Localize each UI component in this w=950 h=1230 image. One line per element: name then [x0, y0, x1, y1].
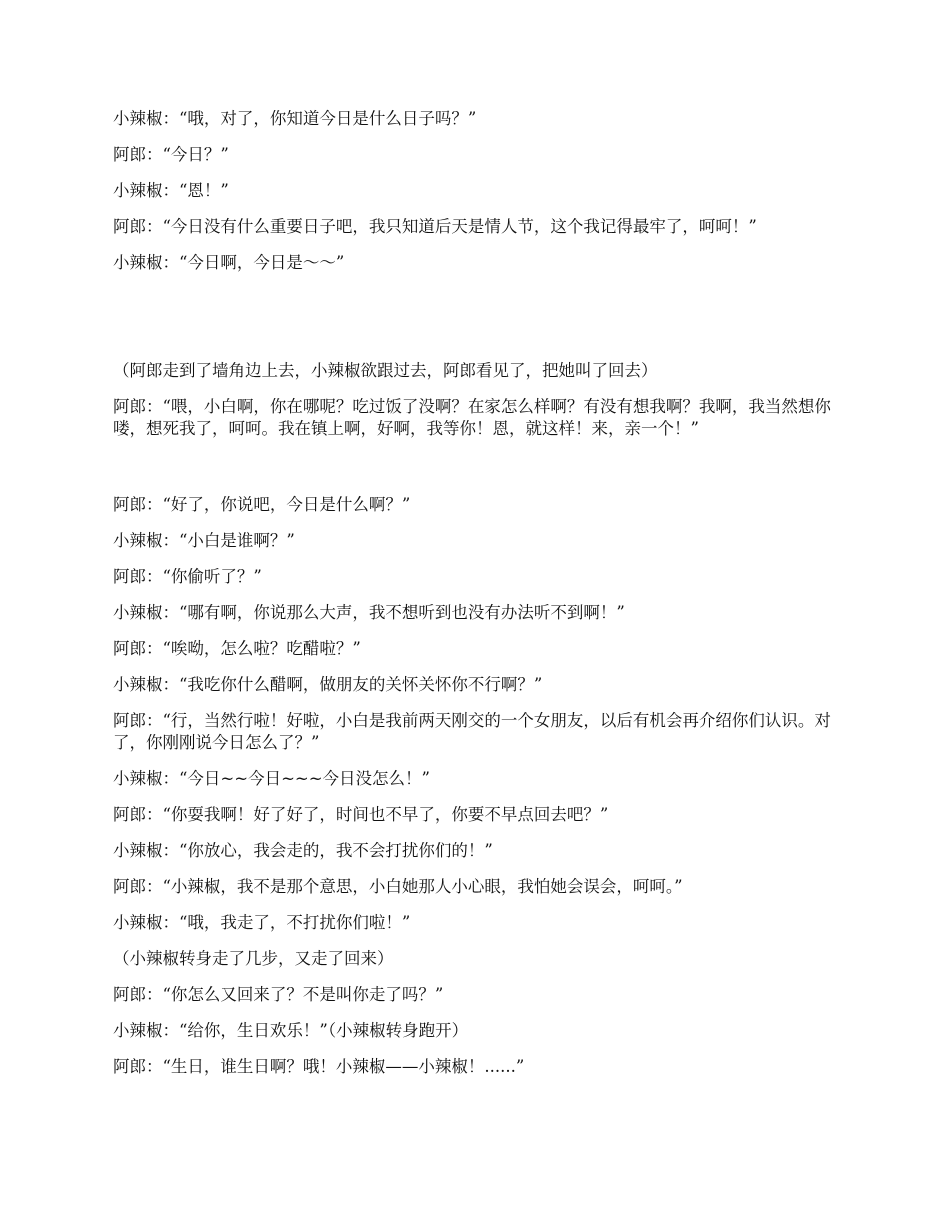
section-2 — [113, 360, 843, 440]
dialogue-line: 小辣椒：“我吃你什么醋啊，做朋友的关怀关怀你不行啊？” — [113, 675, 543, 694]
dialogue-line: 阿郎：“今日没有什么重要日子吧，我只知道后天是情人节，这个我记得最牢了，呵呵！” — [113, 217, 757, 236]
dialogue-line: 小辣椒：“今日啊，今日是～～” — [113, 253, 345, 272]
document-page — [113, 108, 843, 1092]
dialogue-line: 小辣椒：“哪有啊，你说那么大声，我不想听到也没有办法听不到啊！” — [113, 603, 625, 622]
dialogue-line: 阿郎：“你怎么又回来了？不是叫你走了吗？” — [113, 985, 444, 1004]
dialogue-line: 阿郎：“小辣椒，我不是那个意思，小白她那人小心眼，我怕她会误会，呵呵。” — [113, 877, 683, 896]
dialogue-line: 阿郎：“你耍我啊！好了好了，时间也不早了，你要不早点回去吧？” — [113, 805, 609, 824]
section-1 — [113, 108, 843, 274]
dialogue-line: 小辣椒：“给你，生日欢乐！”（小辣椒转身跑开） — [113, 1021, 469, 1040]
dialogue-line: 小辣椒：“你放心，我会走的，我不会打扰你们的！” — [113, 841, 493, 860]
dialogue-line: 阿郎：“行，当然行啦！好啦，小白是我前两天刚交的一个女朋友，以后有机会再介绍你们认识。对了，你刚刚说今日怎么了？” — [113, 711, 831, 752]
dialogue-line: 阿郎：“生日，谁生日啊？哦！小辣椒——小辣椒！......” — [113, 1057, 525, 1076]
dialogue-line: 阿郎：“唉呦，怎么啦？吃醋啦？” — [113, 639, 361, 658]
dialogue-line: 阿郎：“喂，小白啊，你在哪呢？吃过饭了没啊？在家怎么样啊？有没有想我啊？我啊，我当然想你喽，想死我了，呵呵。我在镇上啊，好啊，我等你！恩，就这样！来，亲一个！” — [113, 397, 831, 438]
dialogue-line: 阿郎：“今日？” — [113, 145, 229, 164]
dialogue-line: 小辣椒：“恩！” — [113, 181, 229, 200]
stage-direction: （小辣椒转身走了几步，又走了回来） — [113, 949, 394, 968]
dialogue-line: 阿郎：“好了，你说吧，今日是什么啊？” — [113, 495, 411, 514]
dialogue-line: 阿郎：“你偷听了？” — [113, 567, 262, 586]
dialogue-line: 小辣椒：“今日~~今日~~~今日没怎么！” — [113, 769, 430, 788]
section-spacer — [113, 454, 843, 494]
dialogue-line: 小辣椒：“小白是谁啊？” — [113, 531, 295, 550]
stage-direction: （阿郎走到了墙角边上去，小辣椒欲跟过去，阿郎看见了，把她叫了回去） — [113, 361, 658, 380]
section-spacer — [113, 288, 843, 360]
section-3 — [113, 494, 843, 1078]
dialogue-line: 小辣椒：“哦，对了，你知道今日是什么日子吗？” — [113, 109, 477, 128]
dialogue-line: 小辣椒：“哦，我走了，不打扰你们啦！” — [113, 913, 411, 932]
